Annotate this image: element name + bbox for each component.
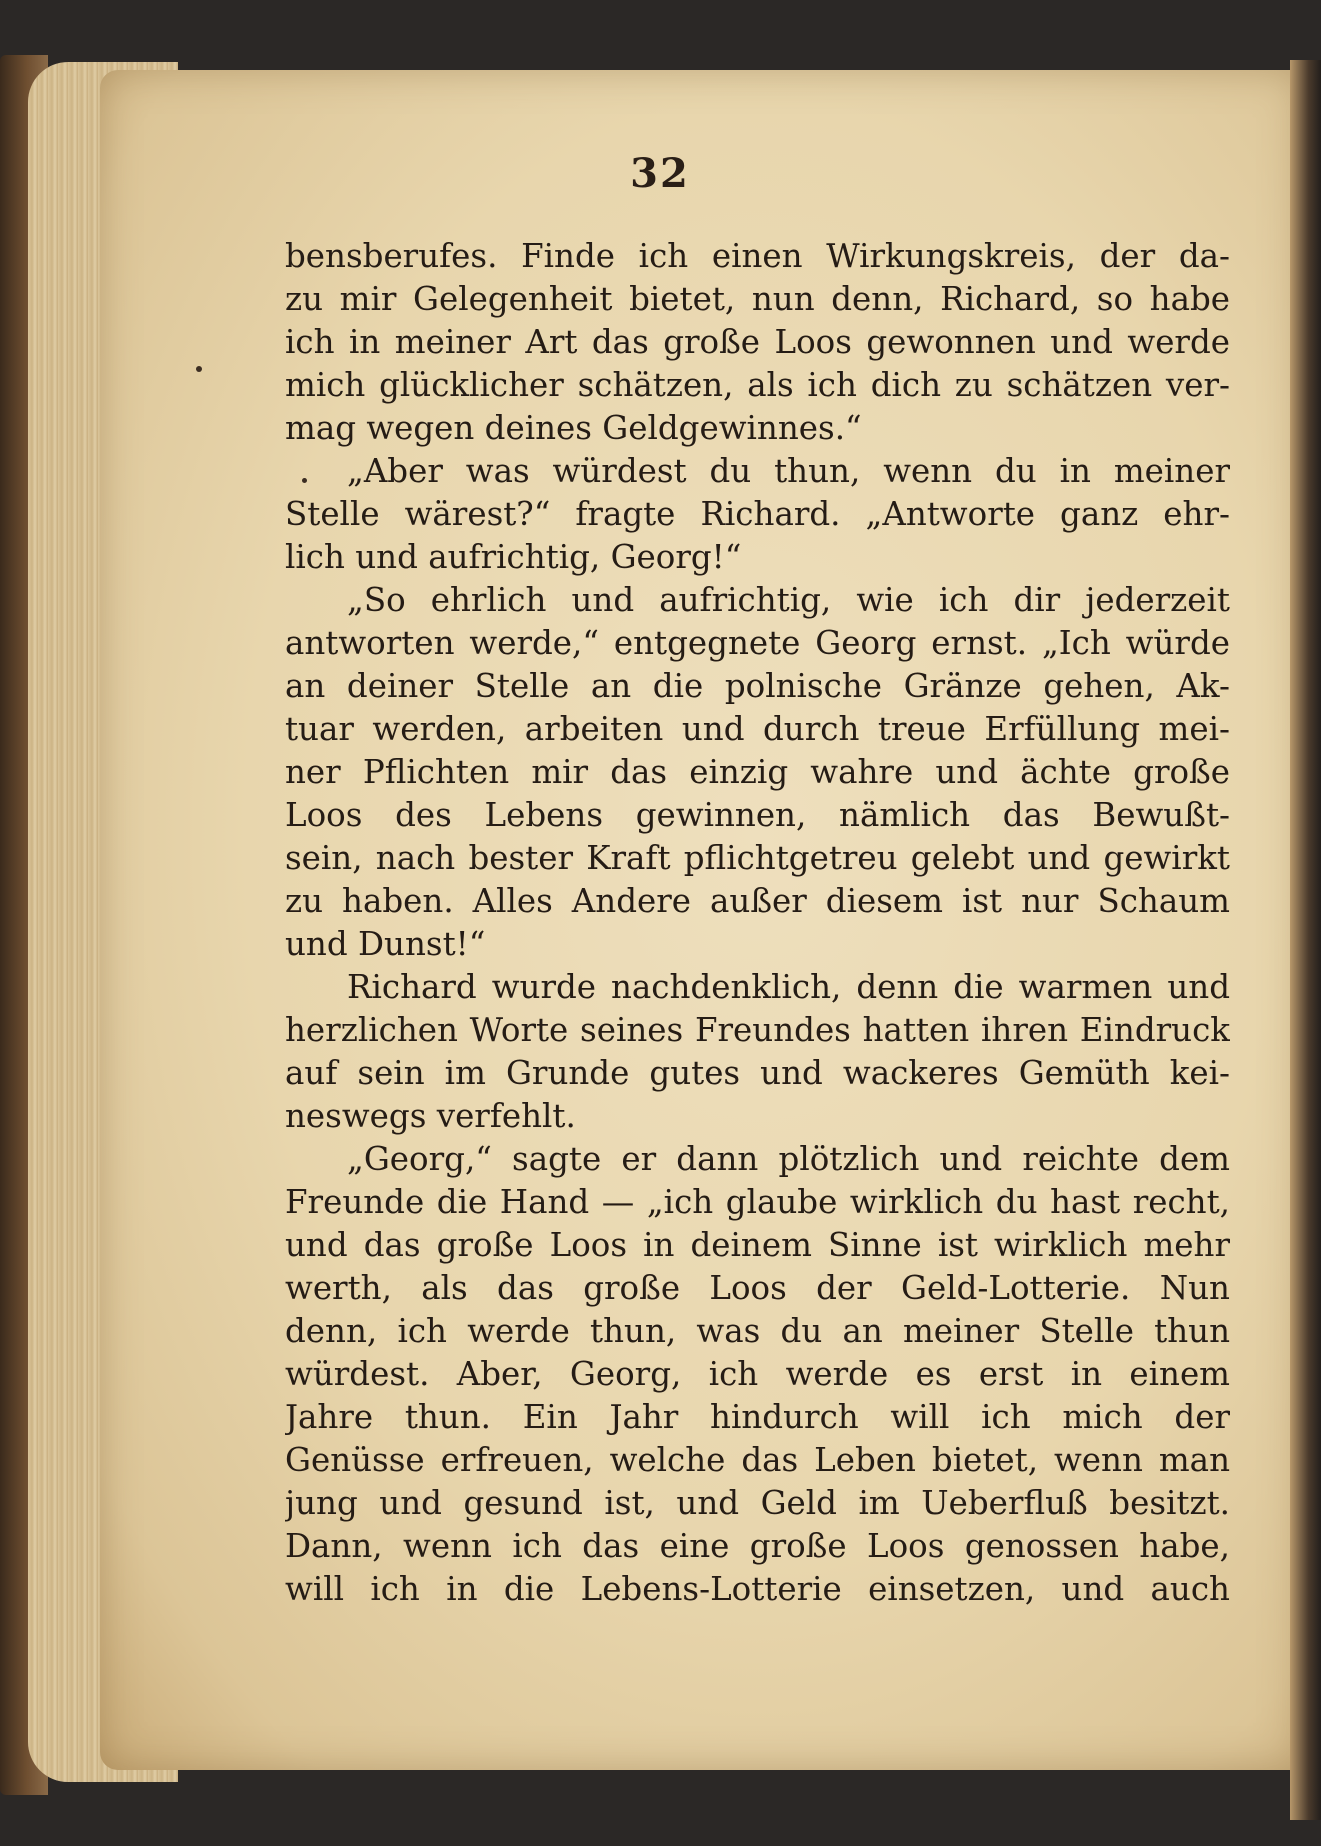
text-line: und das große Loos in deinem Sinne ist wirklich mehr (285, 1226, 1230, 1264)
page-number: 32 (630, 150, 690, 197)
text-line: Jahre thun. Ein Jahr hindurch will ich mich der (285, 1398, 1230, 1436)
speck-mark (196, 366, 202, 372)
text-line: jung und gesund ist, und Geld im Ueberfluß besitzt. (285, 1484, 1230, 1522)
book-spine-shadow (1290, 60, 1321, 1820)
text-line: mag wegen deines Geldgewinnes.“ (285, 409, 862, 447)
text-line: „Aber was würdest du thun, wenn du in meiner (347, 452, 1230, 490)
text-line: Freunde die Hand — „ich glaube wirklich du hast recht, (285, 1183, 1230, 1221)
text-line: Genüsse erfreuen, welche das Leben bietet, wenn man (285, 1441, 1230, 1479)
text-line: und Dunst!“ (285, 925, 486, 963)
text-line: bensberufes. Finde ich einen Wirkungskreis, der da- (285, 237, 1230, 275)
text-line: sein, nach bester Kraft pflichtgetreu gelebt und gewirkt (285, 839, 1230, 877)
text-line: mich glücklicher schätzen, als ich dich zu schätzen ver- (285, 366, 1230, 404)
text-line: Stelle wärest?“ fragte Richard. „Antworte ganz ehr- (285, 495, 1230, 533)
text-line: antworten werde,“ entgegnete Georg ernst. „Ich würde (285, 624, 1230, 662)
text-line: auf sein im Grunde gutes und wackeres Gemüth kei- (285, 1054, 1230, 1092)
body-text (285, 235, 1230, 1611)
text-line: will ich in die Lebens-Lotterie einsetzen, und auch (285, 1570, 1230, 1608)
text-line: tuar werden, arbeiten und durch treue Erfüllung mei- (285, 710, 1230, 748)
text-line: herzlichen Worte seines Freundes hatten ihren Eindruck (285, 1011, 1230, 1049)
text-line: zu mir Gelegenheit bietet, nun denn, Richard, so habe (285, 280, 1230, 318)
text-line: denn, ich werde thun, was du an meiner Stelle thun (285, 1312, 1230, 1350)
text-line: ich in meiner Art das große Loos gewonnen und werde (285, 323, 1230, 361)
text-line: zu haben. Alles Andere außer diesem ist nur Schaum (285, 882, 1230, 920)
text-line: an deiner Stelle an die polnische Gränze gehen, Ak- (285, 667, 1230, 705)
text-line: ner Pflichten mir das einzig wahre und ächte große (285, 753, 1230, 791)
text-line: neswegs verfehlt. (285, 1097, 576, 1135)
text-line: lich und aufrichtig, Georg!“ (285, 538, 742, 576)
text-line: Loos des Lebens gewinnen, nämlich das Bewußt- (285, 796, 1230, 834)
text-line: „Georg,“ sagte er dann plötzlich und reichte dem (347, 1140, 1230, 1178)
text-line: „So ehrlich und aufrichtig, wie ich dir jederzeit (347, 581, 1230, 619)
text-line: würdest. Aber, Georg, ich werde es erst in einem (285, 1355, 1230, 1393)
text-line: Dann, wenn ich das eine große Loos genossen habe, (285, 1527, 1230, 1565)
text-line: Richard wurde nachdenklich, denn die warmen und (347, 968, 1230, 1006)
text-line: werth, als das große Loos der Geld-Lotterie. Nun (285, 1269, 1230, 1307)
